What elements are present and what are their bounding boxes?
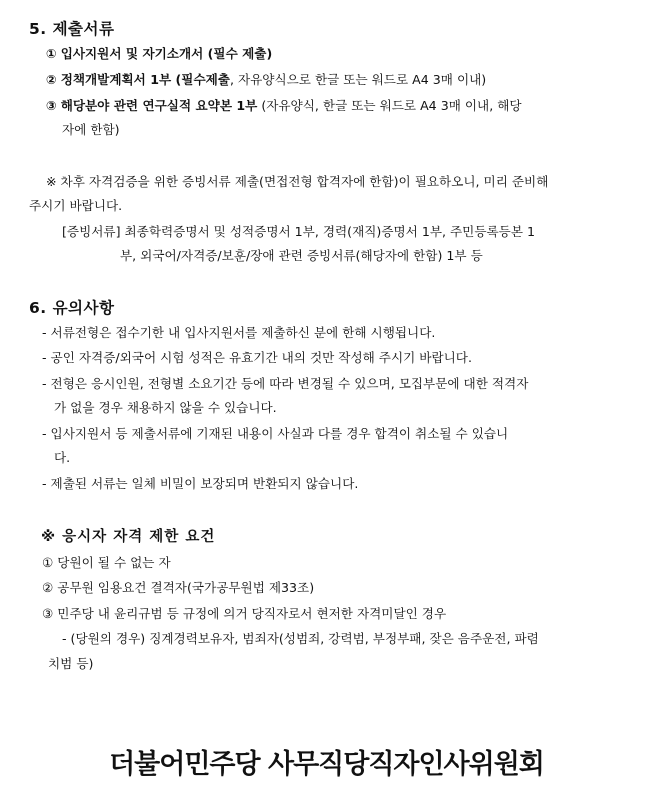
item-bold-text: 입사지원서 및 자기소개서 (필수 제출) (60, 46, 273, 61)
item-bold-text: 해당분야 관련 연구실적 요약본 1부 (60, 98, 258, 113)
verification-note-continued: 주시기 바랍니다. (29, 198, 123, 213)
notice-line: - 제출된 서류는 일체 비밀이 보장되며 반환되지 않습니다. (42, 476, 359, 491)
notice-line: - 입사지원서 등 제출서류에 기재된 내용이 사실과 다를 경우 합격이 취소될 수 있습니 (42, 426, 509, 441)
restriction-line: ① 당원이 될 수 없는 자 (42, 555, 171, 570)
submission-item-3-continued: 자에 한함) (62, 122, 120, 137)
restriction-line: ② 공무원 임용요건 결격자(국가공무원법 제33조) (42, 580, 315, 595)
section-6-heading: 6. 유의사항 (29, 299, 115, 317)
proof-documents-continued: 부, 외국어/자격증/보훈/장애 관련 증빙서류(해당자에 한함) 1부 등 (120, 248, 483, 263)
notice-line: - 서류전형은 접수기한 내 입사지원서를 제출하신 분에 한해 시행됩니다. (42, 325, 436, 340)
item-plain-text: (자유양식, 한글 또는 워드로 A4 3매 이내, 해당 (257, 98, 522, 113)
restrictions-heading: ※ 응시자 자격 제한 요건 (41, 529, 216, 545)
restriction-detail-line: - (당원의 경우) 징계경력보유자, 범죄자(성범죄, 강력범, 부정부패, 잦은 음주운전, 파렴 (62, 631, 539, 646)
notice-line: 다. (54, 450, 71, 465)
submission-item-2 (46, 68, 486, 92)
item-plain-text: , 자유양식으로 한글 또는 워드로 A4 3매 이내) (229, 72, 487, 87)
notice-line: 가 없을 경우 채용하지 않을 수 있습니다. (54, 400, 277, 415)
section-5-heading: 5. 제출서류 (29, 20, 115, 38)
item-number: ③ (46, 98, 57, 113)
proof-documents: [증빙서류] 최종학력증명서 및 성적증명서 1부, 경력(재직)증명서 1부, 주민등록등본 1 (62, 224, 536, 239)
notice-line: - 공인 자격증/외국어 시험 성적은 유효기간 내의 것만 작성해 주시기 바랍니다. (42, 350, 472, 365)
verification-note: ※ 차후 자격검증을 위한 증빙서류 제출(면접전형 합격자에 한함)이 필요하오니, 미리 준비해 (46, 174, 549, 189)
restriction-detail-line: 치범 등) (48, 656, 94, 671)
submission-item-3 (46, 94, 522, 118)
item-number: ② (46, 72, 57, 87)
item-number: ① (46, 46, 57, 61)
notice-line: - 전형은 응시인원, 전형별 소요기간 등에 따라 변경될 수 있으며, 모집부문에 대한 적격자 (42, 376, 529, 391)
committee-signature: 더불어민주당 사무직당직자인사위원회 (109, 749, 544, 780)
restriction-line: ③ 민주당 내 윤리규범 등 규정에 의거 당직자로서 현저한 자격미달인 경우 (42, 606, 447, 621)
item-bold-text: 정책개발계획서 1부 (필수제출 (60, 72, 230, 87)
submission-item-1 (46, 42, 272, 66)
